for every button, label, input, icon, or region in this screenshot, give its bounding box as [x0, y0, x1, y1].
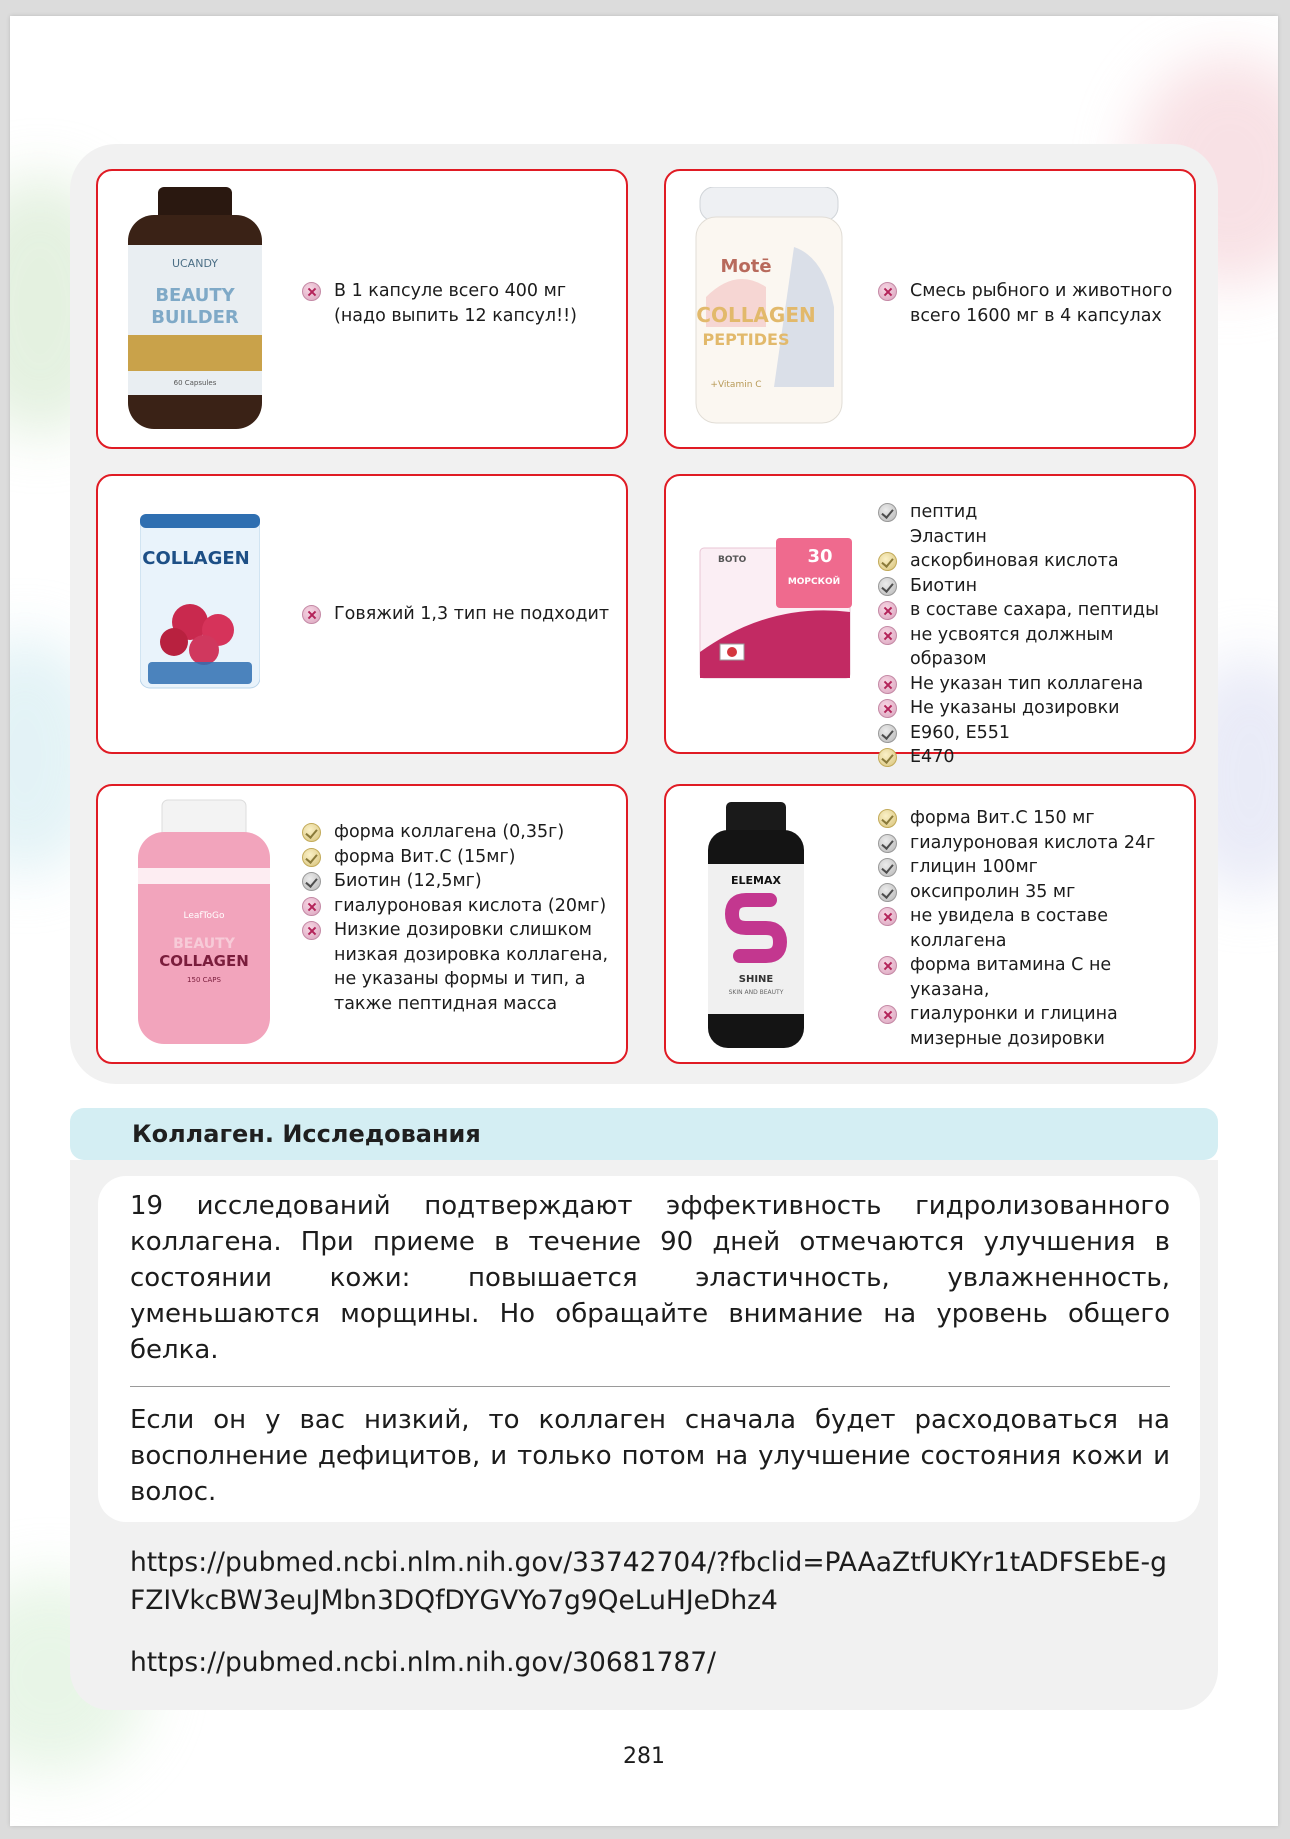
svg-text:BEAUTY: BEAUTY: [173, 936, 235, 952]
assessment-text: форма витамина С не указана,: [910, 955, 1112, 1000]
product-sub-text: SKIN AND BEAUTY: [728, 989, 784, 996]
product-assessment-list: [302, 279, 602, 328]
assessment-text: форма коллагена (0,35г): [334, 822, 565, 842]
assessment-text: Эластин: [910, 526, 987, 547]
assessment-item: [302, 845, 622, 870]
assessment-text: форма Вит.С (15мг): [334, 846, 516, 867]
product-brand-text: UCANDY: [171, 257, 219, 270]
assessment-text: Низкие дозировки слишком низкая дозировка коллагена, не указаны формы и тип, а также пептидная масса: [334, 920, 609, 1014]
section-header: [70, 1108, 1218, 1160]
assessment-item: [878, 953, 1188, 1002]
assessment-item: [302, 894, 622, 919]
svg-text:COLLAGEN: COLLAGEN: [159, 952, 249, 970]
assessment-item: [878, 623, 1188, 672]
product-assessment-list: [878, 500, 1188, 770]
pubmed-link-2[interactable]: https://pubmed.ncbi.nlm.nih.gov/30681787/: [130, 1647, 716, 1678]
section-title: Коллаген. Исследования: [132, 1120, 481, 1148]
product-assessment-list: [878, 279, 1188, 328]
check-icon: [878, 577, 897, 596]
check-icon: [878, 503, 897, 522]
product-brand-text: LeafToGo: [183, 911, 225, 921]
assessment-item: [878, 904, 1188, 953]
assessment-text: оксипролин 35 мг: [910, 881, 1076, 902]
cross-icon: [302, 282, 321, 301]
product-card: [96, 474, 628, 754]
assessment-text: E960, E551: [910, 722, 1011, 743]
product-name-text: COLLAGEN: [142, 548, 250, 569]
svg-text:PEPTIDES: PEPTIDES: [702, 330, 790, 349]
assessment-text: гиалуроновая кислота 24г: [910, 832, 1156, 853]
check-icon: [878, 883, 897, 902]
research-paragraph-1: 19 исследований подтверждают эффективность гидролизованного коллагена. При приеме в течение 90 дней отмечаются улучшения в состоянии кожи: повышается эластичность, увлажненность, уменьшаются морщины. Но обращайте внимание на уровень общего белка.: [130, 1191, 1170, 1365]
check-icon: [878, 858, 897, 877]
assessment-text: не усвоятся должным образом: [910, 624, 1114, 669]
assessment-text: В 1 капсуле всего 400 мг (надо выпить 12 капсул!!): [334, 281, 577, 326]
assessment-item: [878, 806, 1188, 831]
product-image-collagen-raspberry: [140, 512, 260, 692]
assessment-text: Смесь рыбного и животного всего 1600 мг в 4 капсулах: [910, 281, 1173, 326]
partial-check-icon: [878, 552, 897, 571]
product-card: [664, 169, 1196, 449]
svg-text:COLLAGEN: COLLAGEN: [696, 303, 816, 327]
assessment-item: [878, 696, 1188, 721]
assessment-text: в составе сахара, пептиды: [910, 600, 1159, 620]
assessment-item: [878, 855, 1188, 880]
cross-icon: [302, 897, 321, 916]
cross-icon: [302, 921, 321, 940]
product-sub-text: +Vitamin C: [710, 380, 762, 390]
assessment-text: Не указаны дозировки: [910, 698, 1120, 718]
check-icon: [302, 872, 321, 891]
cross-icon: [878, 282, 897, 301]
product-sub-text: 60 Capsules: [173, 379, 217, 387]
check-icon: [878, 834, 897, 853]
divider: [130, 1386, 1170, 1387]
assessment-item: [878, 831, 1188, 856]
product-image-leaftogo: [134, 798, 274, 1048]
product-brand-text: ELEMAX: [731, 874, 781, 887]
product-card: [96, 784, 628, 1064]
assessment-item: [302, 602, 612, 627]
assessment-text: E470: [910, 747, 955, 767]
assessment-item: [878, 500, 1188, 525]
assessment-item: [878, 574, 1188, 599]
assessment-text: аскорбиновая кислота: [910, 551, 1119, 571]
assessment-item: [878, 525, 1188, 550]
cross-icon: [878, 956, 897, 975]
product-brand-text: Motē: [720, 256, 772, 277]
assessment-item: [878, 672, 1188, 697]
pubmed-link-1[interactable]: https://pubmed.ncbi.nlm.nih.gov/33742704/?fbclid=PAAaZtfUKYr1tADFSEbE-gFZIVkcBW3euJMbn3DQfDYGVYo7g9QeLuHJeDhz4: [130, 1547, 1167, 1616]
partial-check-icon: [302, 823, 321, 842]
research-paragraph-2: Если он у вас низкий, то коллаген сначала будет расходоваться на восполнение дефицитов, и только потом на улучшение состояния кожи и волос.: [130, 1405, 1170, 1507]
partial-check-icon: [878, 748, 897, 767]
assessment-text: не увидела в составе коллагена: [910, 906, 1108, 951]
assessment-item: [878, 721, 1188, 746]
assessment-item: [878, 745, 1188, 770]
cross-icon: [878, 626, 897, 645]
assessment-text: форма Вит.С 150 мг: [910, 808, 1095, 828]
assessment-text: Говяжий 1,3 тип не подходит: [334, 604, 610, 624]
assessment-item: [878, 880, 1188, 905]
cross-icon: [878, 699, 897, 718]
cross-icon: [878, 601, 897, 620]
assessment-item: [302, 820, 622, 845]
partial-check-icon: [302, 848, 321, 867]
check-icon: [878, 724, 897, 743]
product-image-mote: [694, 187, 844, 427]
product-image-ucandy: [120, 185, 270, 435]
assessment-item: [302, 869, 622, 894]
product-name-text: 30: [807, 546, 833, 567]
assessment-item: [878, 1002, 1188, 1051]
partial-check-icon: [878, 809, 897, 828]
product-brand-text: BOTO: [718, 555, 747, 565]
assessment-item: [302, 279, 602, 328]
assessment-text: Биотин: [910, 575, 978, 596]
assessment-item: [302, 918, 622, 1016]
cross-icon: [878, 1005, 897, 1024]
product-card: [664, 784, 1196, 1064]
product-card: [96, 169, 628, 449]
svg-text:BUILDER: BUILDER: [151, 307, 239, 328]
assessment-text: гиалуронки и глицина мизерные дозировки: [910, 1004, 1118, 1049]
product-sub-text: МОРСКОЙ: [787, 577, 841, 587]
page-number: 281: [623, 1744, 665, 1769]
product-assessment-list: [878, 806, 1188, 1051]
product-name-text: SHINE: [738, 974, 774, 985]
product-assessment-list: [302, 820, 622, 1016]
assessment-item: [878, 549, 1188, 574]
product-image-elemax: [706, 800, 806, 1052]
assessment-item: [878, 598, 1188, 623]
document-page: [10, 16, 1278, 1826]
cross-icon: [878, 907, 897, 926]
product-image-boto: [696, 532, 866, 682]
product-assessment-list: [302, 602, 612, 627]
cross-icon: [878, 675, 897, 694]
product-card: [664, 474, 1196, 767]
assessment-text: пептид: [910, 502, 978, 522]
assessment-text: глицин 100мг: [910, 857, 1038, 877]
cross-icon: [302, 605, 321, 624]
assessment-text: Биотин (12,5мг): [334, 871, 482, 891]
assessment-text: Не указан тип коллагена: [910, 673, 1144, 694]
assessment-item: [878, 279, 1188, 328]
product-sub-text: 150 CAPS: [187, 976, 221, 984]
svg-text:BEAUTY: BEAUTY: [155, 285, 235, 306]
assessment-text: гиалуроновая кислота (20мг): [334, 895, 607, 916]
